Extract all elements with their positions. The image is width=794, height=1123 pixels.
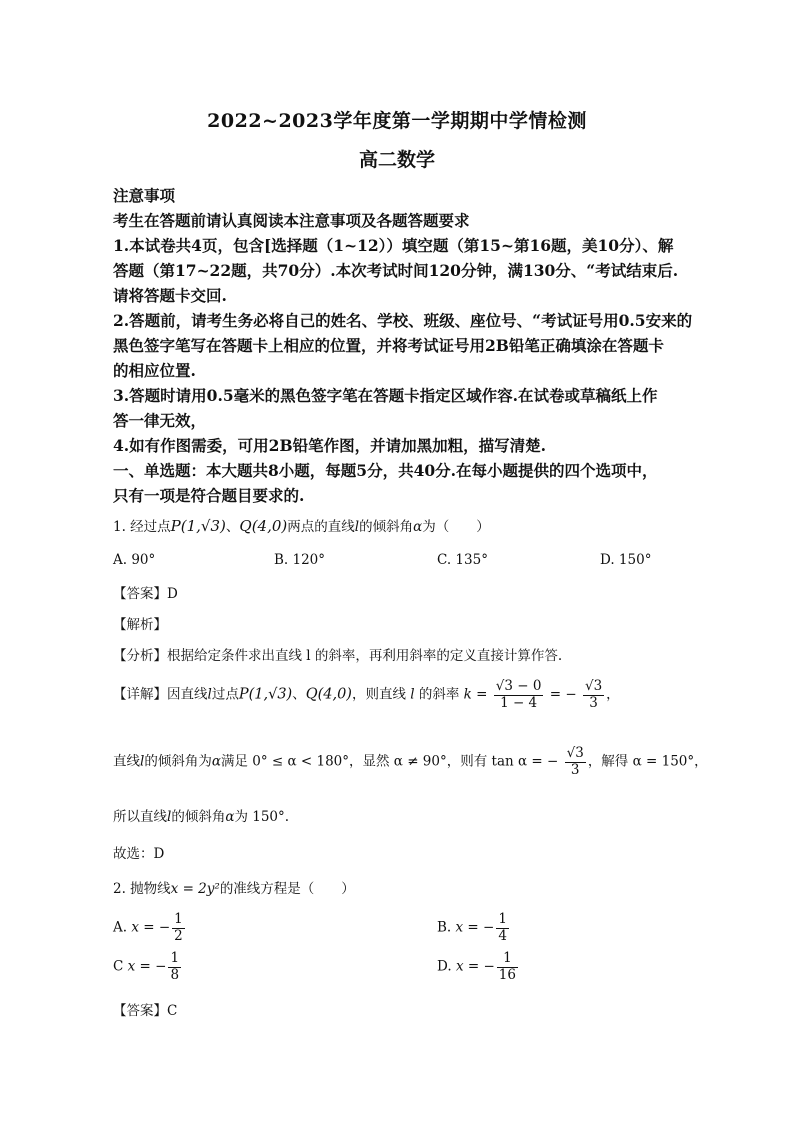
q1-xj-t4: 的斜率 (418, 686, 460, 703)
notice-item-1b: 答题（第17~22题，共70分）.本次考试时间120分钟，满130分、“考试结束后. (113, 261, 679, 280)
q1-frac2-num: √3 (584, 678, 603, 694)
q1-xj-t1: 因直线 (167, 686, 208, 703)
q2-prefix: 2. 抛物线 (113, 881, 171, 897)
q1-slope-fraction (494, 679, 544, 711)
q2-option-b (437, 912, 511, 944)
notice-item-1c: 请将答题卡交回. (113, 286, 227, 305)
q2-b-expr: x = − (455, 919, 495, 936)
q1-analysis-tag: 【解析】 (113, 617, 167, 633)
q2-d-frac (497, 951, 518, 983)
q1-frac-num: √3 − 0 (495, 678, 542, 694)
q2-d-num: 1 (497, 951, 518, 968)
q2-stem (113, 877, 355, 897)
q1-prefix: 1. 经过点 (113, 519, 171, 535)
notice-item-4: 4.如有作图需委，可用2B铅笔作图，并请加黑加粗，描写清楚. (113, 436, 546, 455)
q1-sep: 、 (225, 519, 240, 535)
q2-b-num: 1 (498, 911, 507, 927)
q1-choose: 故选：D (113, 846, 165, 862)
q1-option-a: A. 90° (113, 552, 156, 568)
q1-line-l: l (354, 519, 360, 535)
q1-option-c: C. 135° (437, 552, 488, 568)
page-title: 2022~2023学年度第一学期期中学情检测 (207, 110, 587, 132)
q1-point-q: Q(4,0) (239, 517, 288, 535)
q1-line2 (113, 746, 708, 778)
q2-d-den: 16 (498, 966, 516, 983)
q2-a-num: 1 (174, 911, 183, 927)
q2-c-num: 1 (170, 950, 180, 966)
q1-eq-neg: = − (549, 686, 577, 703)
q2-d-label: D. (437, 958, 452, 975)
q1-xiangjie-tag: 【详解】 (113, 686, 167, 703)
q2-c-label: C (113, 958, 124, 975)
q2-a-den: 2 (174, 927, 183, 944)
q1-frac2-den: 3 (589, 694, 598, 711)
q1-l3-l: l (167, 809, 172, 825)
q1-l2-d: ，解得 α = 150°， (587, 753, 708, 770)
notice-item-3b: 答一律无效， (113, 411, 207, 430)
notice-intro: 考生在答题前请认真阅读本注意事项及各题答题要求 (113, 211, 470, 230)
page-subtitle: 高二数学 (358, 149, 435, 171)
q2-option-d (437, 951, 520, 983)
q1-slope-result (583, 679, 604, 711)
notice-item-2a: 2.答题前，请考生务必将自己的姓名、学校、班级、座位号、“考试证号用0.5安来的 (113, 311, 693, 330)
q1-frac-den: 1 − 4 (500, 694, 538, 711)
q1-l3-a: 所以直线 (113, 809, 167, 825)
q1-option-d: D. 150° (600, 552, 652, 568)
q1-stem (113, 515, 490, 535)
q2-option-a (113, 912, 187, 944)
notice-item-1a: 1.本试卷共4页，包含[选择题（1~12））填空题（第15~第16题，美10分）、解 (113, 236, 674, 255)
q1-point-p: P(1,√3) (170, 517, 226, 535)
q2-option-c (113, 951, 183, 983)
q2-d-expr: x = − (455, 958, 495, 975)
q1-xj-p: P(1,√3) (238, 686, 293, 703)
q2-suffix: 的准线方程是（ ） (219, 881, 355, 897)
q1-fenxi: 【分析】根据给定条件求出直线 l 的斜率，再利用斜率的定义直接计算作答. (113, 648, 563, 664)
q1-k-expr: k = (463, 686, 488, 703)
q1-line3 (113, 805, 289, 825)
q2-a-expr: x = − (131, 919, 171, 936)
q1-l2-alpha: α (211, 753, 221, 770)
q1-option-b: B. 120° (274, 552, 326, 568)
q1-suffix3: 为（ ） (422, 519, 490, 535)
q1-tan-fraction (565, 746, 586, 778)
q1-suffix: 两点的直线 (287, 519, 355, 535)
q2-equation: x = 2y² (170, 881, 220, 897)
notice-item-2c: 的相应位置. (113, 361, 196, 380)
notice-heading: 注意事项 (113, 186, 176, 205)
section-heading-line2: 只有一项是符合题目要求的. (113, 486, 305, 505)
notice-item-3a: 3.答题时请用0.5毫米的黑色签字笔在答题卡指定区域作容.在试卷或草稿纸上作 (113, 386, 658, 405)
q1-xj-q: Q(4,0) (305, 686, 352, 703)
q2-b-label: B. (437, 919, 452, 936)
q2-c-expr: x = − (127, 958, 167, 975)
q1-l3-b: 的倾斜角 (171, 809, 226, 825)
q1-answer: 【答案】D (113, 586, 178, 602)
q1-l2-a: 直线 (113, 753, 140, 770)
section-heading-line1: 一、单选题：本大题共8小题，每题5分，共40分.在每小题提供的四个选项中， (113, 461, 658, 480)
q1-tan-num: √3 (566, 745, 584, 761)
q2-b-den: 4 (498, 927, 507, 944)
q1-l3-alpha: α (225, 809, 235, 825)
q1-l2-c: 满足 0° ≤ α < 180°，显然 α ≠ 90°，则有 tan α = − (220, 753, 559, 770)
q2-a-label: A. (113, 919, 128, 936)
q1-xj-sep: 、 (292, 686, 306, 703)
q1-xj-t3: ，则直线 (351, 686, 406, 703)
q2-c-den: 8 (170, 966, 180, 983)
q2-answer: 【答案】C (113, 1003, 178, 1019)
q1-tan-den: 3 (570, 761, 580, 778)
q1-suffix2: 的倾斜角 (359, 519, 414, 535)
notice-item-2b: 黑色签字笔写在答题卡上相应的位置，并将考试证号用2B铅笔正确填涂在答题卡 (113, 336, 664, 355)
q1-xj-t2: 过点 (211, 686, 239, 703)
q1-l2-l: l (140, 753, 145, 770)
q1-l3-c: 为 150°. (234, 809, 290, 825)
q1-alpha: α (413, 519, 423, 535)
q2-a-frac (172, 912, 185, 944)
q1-l2-b: 的倾斜角为 (144, 753, 212, 770)
q1-xiangjie: 【详解】因直线l过点P(1,√3)、Q(4,0)，则直线 l 的斜率 k = $\frac{√3 - 0}{1 - 4}$ = − $\frac{√3}{3}$ ， (113, 678, 620, 711)
q1-xj-l: l (207, 686, 212, 703)
q2-c-frac (168, 951, 181, 983)
q2-b-frac (496, 912, 509, 944)
